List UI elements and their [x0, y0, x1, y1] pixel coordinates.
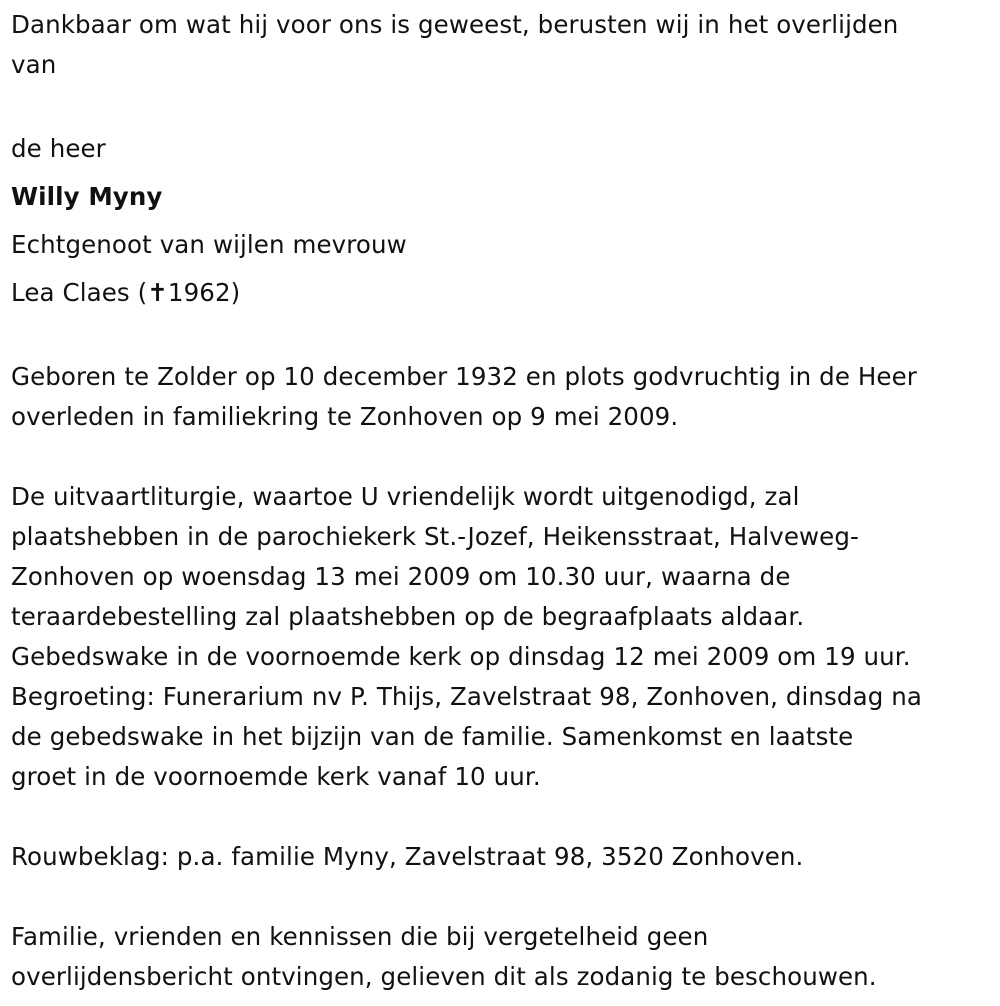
funeral-line: plaatshebben in de parochiekerk St.-Jozef, Heikensstraat, Halveweg- — [11, 522, 859, 551]
intro-paragraph — [11, 5, 991, 85]
spacer — [11, 317, 991, 357]
funeral-line: de gebedswake in het bijzijn van de familie. Samenkomst en laatste — [11, 722, 854, 751]
birth-death-line: Geboren te Zolder op 10 december 1932 en plots godvruchtig in de Heer — [11, 362, 917, 391]
spouse-name: Lea Claes (✝1962) — [11, 278, 241, 307]
closing-paragraph — [11, 917, 991, 997]
salutation: de heer — [11, 134, 106, 163]
obituary-notice — [11, 5, 991, 997]
intro-line: van — [11, 50, 57, 79]
funeral-line: De uitvaartliturgie, waartoe U vriendelijk wordt uitgenodigd, zal — [11, 482, 800, 511]
spouse-line: Echtgenoot van wijlen mevrouw — [11, 230, 407, 259]
funeral-paragraph — [11, 477, 991, 797]
birth-death-line: overleden in familiekring te Zonhoven op 9 mei 2009. — [11, 402, 679, 431]
spacer — [11, 797, 991, 837]
closing-line: Familie, vrienden en kennissen die bij vergetelheid geen — [11, 922, 709, 951]
closing-line: overlijdensbericht ontvingen, gelieven dit als zodanig te beschouwen. — [11, 962, 877, 991]
spacer — [11, 85, 991, 125]
funeral-line: groet in de voornoemde kerk vanaf 10 uur. — [11, 762, 541, 791]
condolences-line: Rouwbeklag: p.a. familie Myny, Zavelstraat 98, 3520 Zonhoven. — [11, 842, 804, 871]
spacer — [11, 877, 991, 917]
funeral-line: teraardebestelling zal plaatshebben op de begraafplaats aldaar. — [11, 602, 805, 631]
birth-death-paragraph — [11, 357, 991, 437]
spacer — [11, 437, 991, 477]
funeral-line: Gebedswake in de voornoemde kerk op dinsdag 12 mei 2009 om 19 uur. — [11, 642, 911, 671]
deceased-name: Willy Myny — [11, 182, 163, 211]
funeral-line: Begroeting: Funerarium nv P. Thijs, Zavelstraat 98, Zonhoven, dinsdag na — [11, 682, 922, 711]
intro-line: Dankbaar om wat hij voor ons is geweest, berusten wij in het overlijden — [11, 10, 899, 39]
funeral-line: Zonhoven op woensdag 13 mei 2009 om 10.30 uur, waarna de — [11, 562, 791, 591]
